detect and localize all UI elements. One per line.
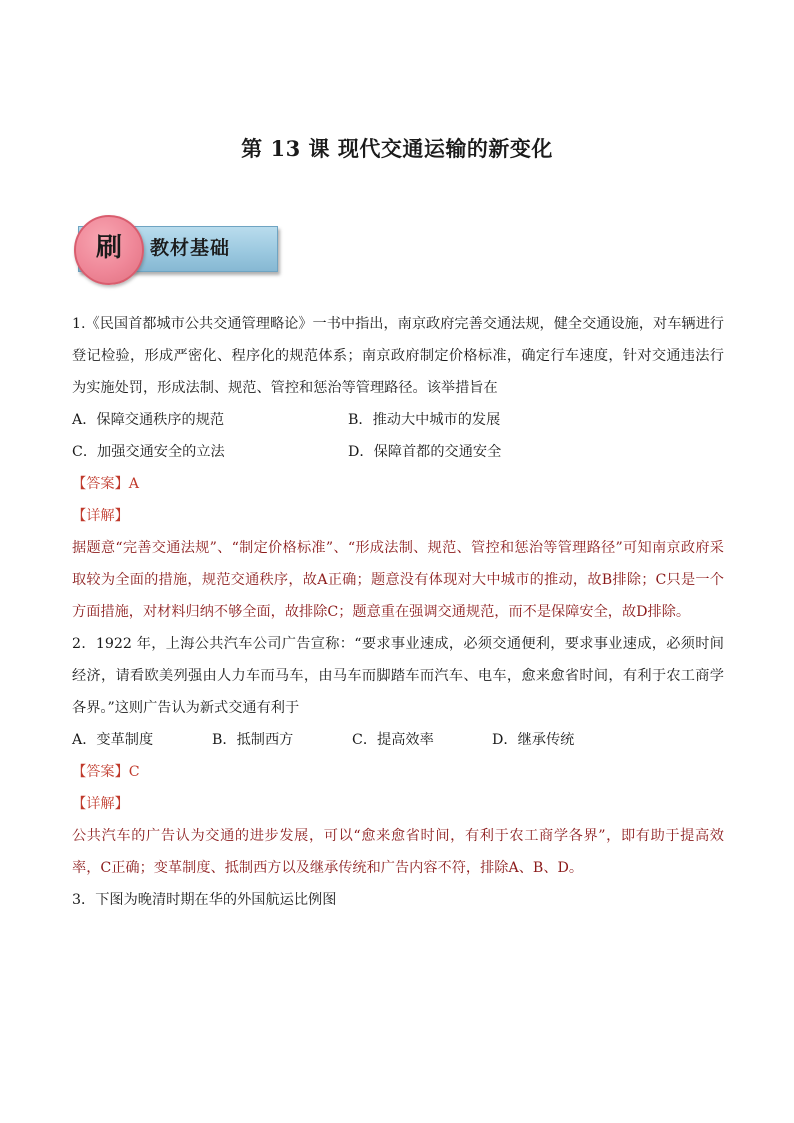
section-label: 教材基础 xyxy=(150,237,231,259)
answer-value: A xyxy=(128,476,140,492)
option-b: B．推动大中城市的发展 xyxy=(348,412,501,428)
option-d: D．继承传统 xyxy=(492,732,575,748)
option-a: A．保障交通秩序的规范 xyxy=(72,412,225,428)
option-a: A．变革制度 xyxy=(72,732,154,748)
option-c: C．加强交通安全的立法 xyxy=(72,444,225,460)
answer-line xyxy=(72,756,724,788)
detail-text: 公共汽车的广告认为交通的进步发展，可以“愈来愈省时间，有利于农工商学各界”，即有助于提高效率，C正确；变革制度、抵制西方以及继承传统和广告内容不符，排除A、B、D。 xyxy=(72,828,724,876)
section-banner xyxy=(74,217,280,279)
page-title: 第 13 课 现代交通运输的新变化 xyxy=(241,136,553,161)
question-list xyxy=(72,308,724,916)
question-1 xyxy=(72,308,724,628)
options-row xyxy=(72,724,724,756)
answer-tag: 【答案】 xyxy=(72,476,129,492)
options-row xyxy=(72,436,724,468)
question-stem: 2．1922 年，上海公共汽车公司广告宣称：“要求事业速成，必须交通便利，要求事业速成，必须时间经济，请看欧美列强由人力车而马车，由马车而脚踏车而汽车、电车，愈来愈省时间，有利于农工商学各界。”这则广告认为新式交通有利于 xyxy=(72,636,724,716)
answer-tag: 【答案】 xyxy=(72,764,129,780)
option-d: D．保障首都的交通安全 xyxy=(348,444,502,460)
question-stem: 1.《民国首都城市公共交通管理略论》一书中指出，南京政府完善交通法规，健全交通设施，对车辆进行登记检验，形成严密化、程序化的规范体系；南京政府制定价格标准，确定行车速度，针对交通违法行为实施处罚，形成法制、规范、管控和惩治等管理路径。该举措旨在 xyxy=(72,316,724,396)
answer-line xyxy=(72,468,724,500)
option-b: B．抵制西方 xyxy=(212,732,294,748)
question-stem: 3．下图为晚清时期在华的外国航运比例图 xyxy=(72,892,337,908)
option-c: C．提高效率 xyxy=(352,732,434,748)
detail-tag: 【详解】 xyxy=(72,508,129,524)
answer-value: C xyxy=(128,764,140,780)
question-3 xyxy=(72,884,724,916)
section-badge: 刷 xyxy=(74,215,144,285)
options-row xyxy=(72,404,724,436)
detail-tag: 【详解】 xyxy=(72,796,129,812)
detail-text: 据题意“完善交通法规”、“制定价格标准”、“形成法制、规范、管控和惩治等管理路径”可知南京政府采取较为全面的措施，规范交通秩序，故A正确；题意没有体现对大中城市的推动，故B排除；C只是一个方面措施，对材料归纳不够全面，故排除C；题意重在强调交通规范，而不是保障安全，故D排除。 xyxy=(72,540,724,620)
question-2 xyxy=(72,628,724,884)
